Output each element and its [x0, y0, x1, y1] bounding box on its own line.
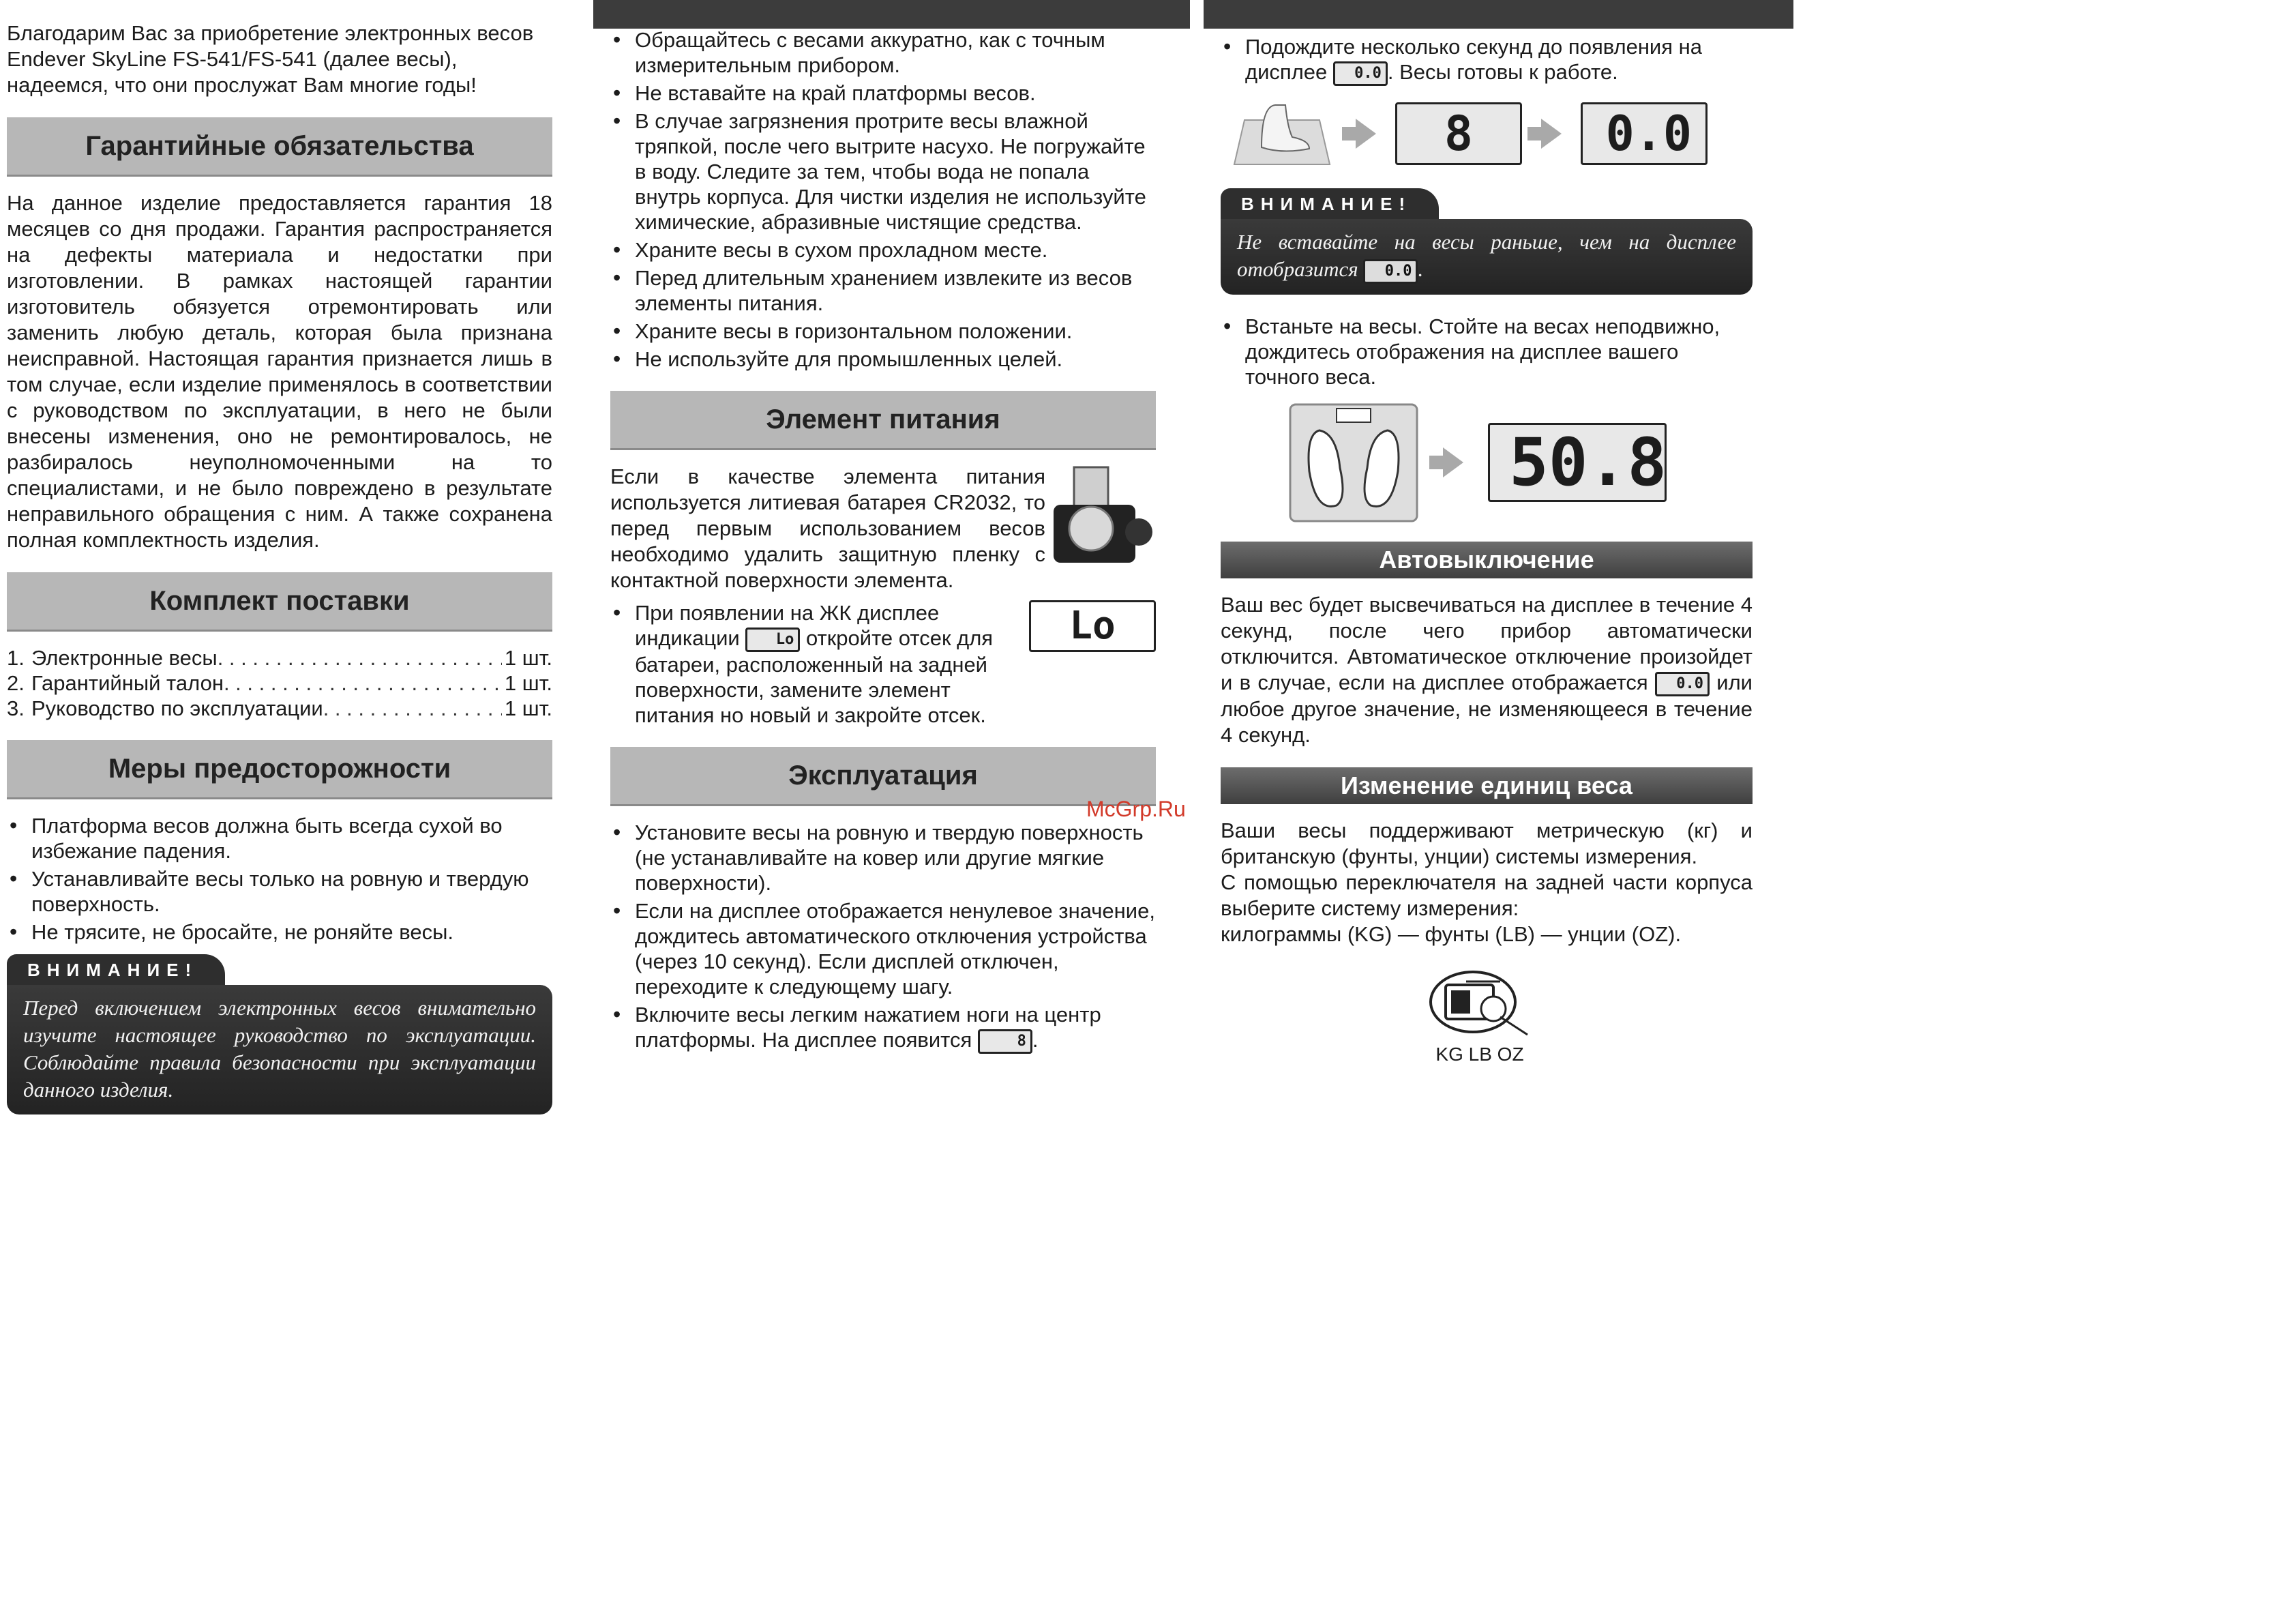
operation-heading: Эксплуатация	[610, 747, 1156, 806]
power-heading: Элемент питания	[610, 391, 1156, 450]
battery-icon	[1054, 464, 1156, 566]
arrow-icon	[1356, 119, 1376, 149]
lcd-weight: 50.8	[1488, 423, 1667, 502]
units-text-3: килограммы (KG) — фунты (LB) — унции (OZ).	[1221, 921, 1682, 946]
low-battery-list	[610, 600, 1156, 728]
autooff-heading: Автовыключение	[1221, 542, 1753, 578]
units-heading: Изменение единиц веса	[1221, 767, 1753, 804]
list-item: • Перед длительным хранением извлеките из весов элементы питания.	[610, 265, 1156, 316]
list-item: • Храните весы в горизонтальном положении.	[610, 319, 1156, 344]
list-item: • При появлении на ЖК дисплее индикации Lo откройте отсек для батареи, расположенный на задней поверхности, замените элемент питания но новый и закройте отсек. Lo	[610, 600, 1156, 728]
list-item: • Не используйте для промышленных целей.	[610, 346, 1156, 372]
kit-item: 1. Электронные весы . . . 1 шт.	[7, 645, 552, 670]
lcd-8-small: 8	[978, 1029, 1032, 1054]
unit-switch	[1425, 968, 1534, 1065]
foot-on-scale-icon	[1221, 100, 1337, 168]
list-item: • Храните весы в сухом прохладном месте.	[610, 237, 1156, 263]
arrow-icon	[1541, 119, 1562, 149]
lcd-zero-small: 0.0	[1655, 672, 1710, 696]
units-text-2: С помощью переключателя на задней части корпуса выберите систему измерения:	[1221, 870, 1753, 920]
list-item: • Если на дисплее отображается ненулевое значение, дождитесь автоматического отключения устройства (через 10 секунд). Если дисплей отключен, переходите к следующему шагу.	[610, 898, 1156, 999]
arrow-icon	[1443, 447, 1463, 477]
warning-text: Перед включением электронных весов внимательно изучите настоящее руководство по эксплуатации. Соблюдайте правила безопасности при эксплуатации данного изделия.	[7, 985, 552, 1114]
list-item: • Установите весы на ровную и твердую поверхность (не устанавливайте на ковер или другие мягкие поверхности).	[610, 820, 1156, 896]
list-item: • Платформа весов должна быть всегда сухой во избежание падения.	[7, 813, 552, 863]
lcd-zero-small: 0.0	[1363, 259, 1418, 284]
list-item: • Обращайтесь с весами аккуратно, как с точным измерительным прибором.	[610, 27, 1156, 78]
lcd-8-large: 8	[1395, 102, 1522, 165]
feet-on-scale-icon	[1289, 403, 1418, 522]
watermark: McGrp.Ru	[1086, 797, 1186, 821]
precautions-list	[7, 813, 552, 945]
units-text-1: Ваши весы поддерживают метрическую (кг) и британскую (фунты, унции) системы измерения.	[1221, 818, 1753, 868]
unit-switch-icon	[1425, 968, 1534, 1036]
list-item: • Включите весы легким нажатием ноги на центр платформы. На дисплее появится 8 .	[610, 1002, 1156, 1054]
weigh-sequence	[1289, 403, 1753, 522]
autooff-text: Ваш вес будет высвечиваться на дисплее в течение 4 секунд, после чего прибор автоматически отключится. Автоматическое отключение произойдет и в случае, если на дисплее отображается 0.0 или любое другое значение, не изменяющееся в течение 4 секунд.	[1221, 592, 1753, 747]
list-item: • Подождите несколько секунд до появления на дисплее 0.0 . Весы готовы к работе.	[1221, 34, 1753, 86]
column-2	[610, 0, 1156, 1057]
power-text: Если в качестве элемента питания используется литиевая батарея CR2032, то перед первым использованием весов необходимо удалить защитную пленку с контактной поверхности элемента.	[610, 464, 1045, 592]
wait-list	[1221, 34, 1753, 86]
list-item: • Устанавливайте весы только на ровную и твердую поверхность.	[7, 866, 552, 917]
warranty-heading: Гарантийные обязательства	[7, 117, 552, 177]
warning-box-2	[1221, 188, 1753, 295]
intro-text: Благодарим Вас за приобретение электронных весов Endever SkyLine FS-541/FS-541 (далее весы), надеемся, что они прослужат Вам многие годы!	[7, 21, 534, 97]
kit-item: 2. Гарантийный талон . . . 1 шт.	[7, 670, 552, 696]
warning-label: ВНИМАНИЕ!	[7, 954, 225, 985]
kit-heading: Комплект поставки	[7, 572, 552, 632]
care-list	[610, 27, 1156, 372]
kit-list	[7, 645, 552, 721]
unit-switch-labels: KG LB OZ	[1435, 1043, 1524, 1065]
lcd-lo-small: Lo	[745, 628, 800, 652]
power-on-sequence	[1221, 100, 1753, 168]
lcd-zero-small: 0.0	[1333, 61, 1388, 86]
warning-label: ВНИМАНИЕ!	[1221, 188, 1439, 219]
stand-list	[1221, 314, 1753, 389]
warning-box-1	[7, 954, 552, 1114]
list-item: • Не вставайте на край платформы весов.	[610, 80, 1156, 106]
column-1	[7, 0, 552, 1114]
warning-text: Не вставайте на весы раньше, чем на дисплее отобразится 0.0 .	[1221, 219, 1753, 295]
column-3	[1221, 0, 1753, 1065]
kit-item: 3. Руководство по эксплуатации . . . 1 шт.	[7, 696, 552, 721]
list-item: • Не трясите, не бросайте, не роняйте весы.	[7, 919, 552, 945]
lcd-lo-large: Lo	[1029, 600, 1156, 652]
warranty-text: На данное изделие предоставляется гарантия 18 месяцев со дня продажи. Гарантия распространяется на дефекты материала и недостатки при изготовлении. В рамках настоящей гарантии изготовитель обязуется отремонтировать или заменить любую деталь, которая была признана неисправной. Настоящая гарантия признается лишь в том случае, если изделие применялось в соответствии с руководством по эксплуатации, в него не были внесены изменения, оно не ремонтировалось, не разбиралось неуполномоченными на то специалистами, и не было повреждено в результате неправильного обращения с ним. А также сохранена полная комплектность изделия.	[7, 191, 552, 552]
lcd-zero-large: 0.0	[1581, 102, 1708, 165]
operation-list	[610, 820, 1156, 1054]
list-item: • В случае загрязнения протрите весы влажной тряпкой, после чего вытрите насухо. Не погружайте в воду. Следите за тем, чтобы вода не попала внутрь корпуса. Для чистки изделия не используйте химические, абразивные чистящие средства.	[610, 108, 1156, 235]
list-item: • Встаньте на весы. Стойте на весах неподвижно, дождитесь отображения на дисплее вашего точного веса.	[1221, 314, 1753, 389]
precautions-heading: Меры предосторожности	[7, 740, 552, 799]
